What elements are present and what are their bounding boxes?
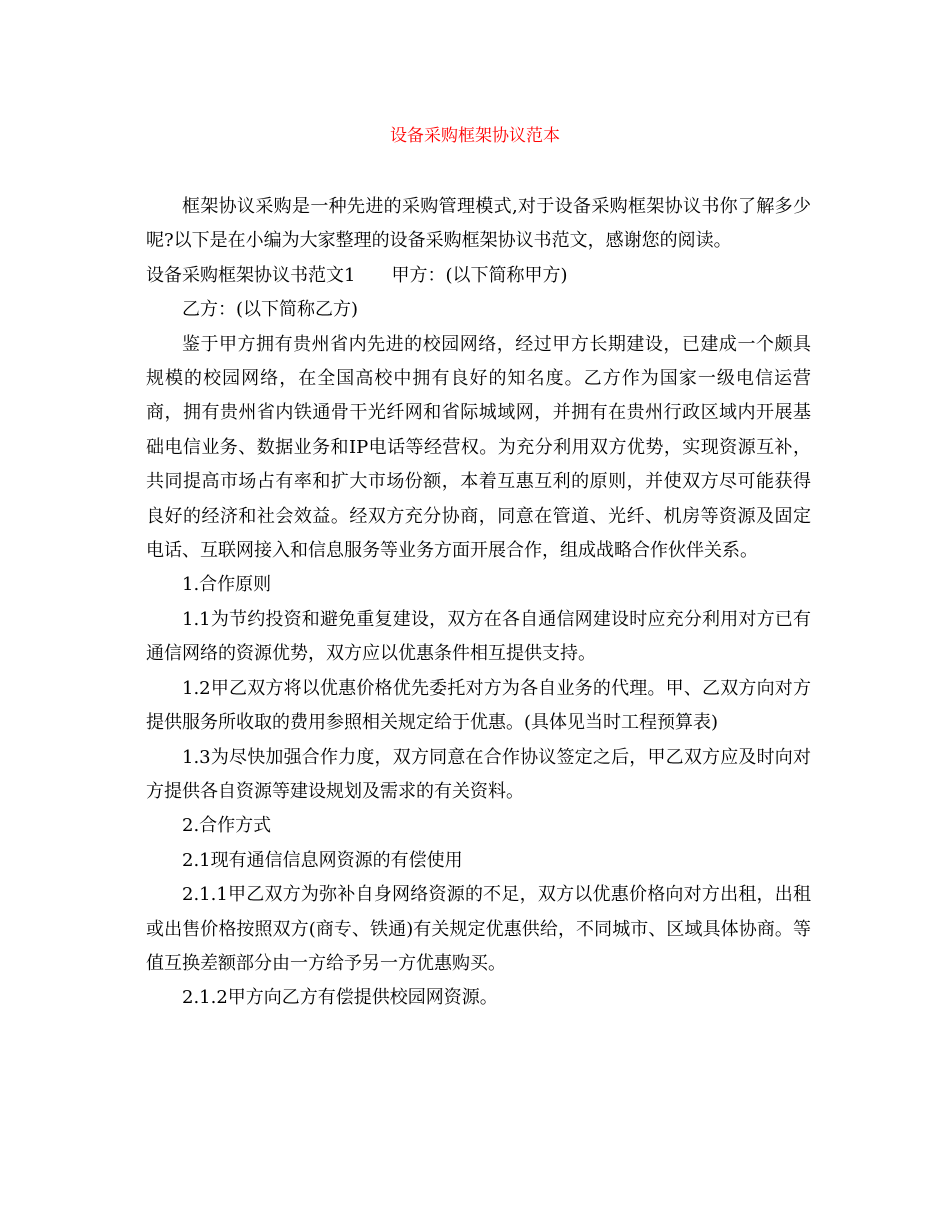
clause-paragraph: 2.1.2甲方向乙方有偿提供校园网资源。: [182, 987, 498, 1009]
document-title: 设备采购框架协议范本: [390, 126, 560, 146]
clause-paragraph: 1.3为尽快加强合作力度，双方同意在合作协议签定之后，甲乙双方应及时向对方提供各自资源等建设规划及需求的有关资料。: [146, 746, 811, 802]
sample-heading: 设备采购框架协议书范文1: [146, 264, 356, 286]
clause-paragraph: 2.1现有通信信息网资源的有偿使用: [182, 849, 463, 871]
background-paragraph: 鉴于甲方拥有贵州省内先进的校园网络，经过甲方长期建设，已建成一个颇具规模的校园网络，在全国高校中拥有良好的知名度。乙方作为国家一级电信运营商，拥有贵州省内铁通骨干光纤网和省际城域网，并拥有在贵州行政区域内开展基础电信业务、数据业务和IP电话等经营权。为充分利用双方优势，实现资源互补，共同提高市场占有率和扩大市场份额，本着互惠互利的原则，并使双方尽可能获得良好的经济和社会效益。经双方充分协商，同意在管道、光纤、机房等资源及固定电话、互联网接入和信息服务等业务方面开展合作，组成战略合作伙伴关系。: [146, 333, 811, 562]
party-b-line: 乙方：(以下简称乙方): [182, 299, 359, 321]
sample-heading-line: [146, 259, 811, 293]
party-a-line: 甲方：(以下简称甲方): [391, 264, 568, 286]
clause-paragraph: 2.1.1甲乙双方为弥补自身网络资源的不足，双方以优惠价格向对方出租，出租或出售价格按照双方(商专、铁通)有关规定优惠供给，不同城市、区域具体协商。等值互换差额部分由一方给予另一方优惠购买。: [146, 884, 811, 974]
clause-paragraph: 1.1为节约投资和避免重复建设，双方在各自通信网建设时应充分利用对方已有通信网络的资源优势，双方应以优惠条件相互提供支持。: [146, 608, 811, 665]
section-heading: 1.合作原则: [182, 574, 272, 596]
section-heading: 2.合作方式: [182, 815, 272, 837]
intro-paragraph: 框架协议采购是一种先进的采购管理模式,对于设备采购框架协议书你了解多少呢?以下是在小编为大家整理的设备采购框架协议书范文，感谢您的阅读。: [146, 196, 811, 252]
document-body: [146, 190, 811, 1016]
clause-paragraph: 1.2甲乙双方将以优惠价格优先委托对方为各自业务的代理。甲、乙双方向对方提供服务所收取的费用参照相关规定给于优惠。(具体见当时工程预算表): [146, 677, 811, 734]
